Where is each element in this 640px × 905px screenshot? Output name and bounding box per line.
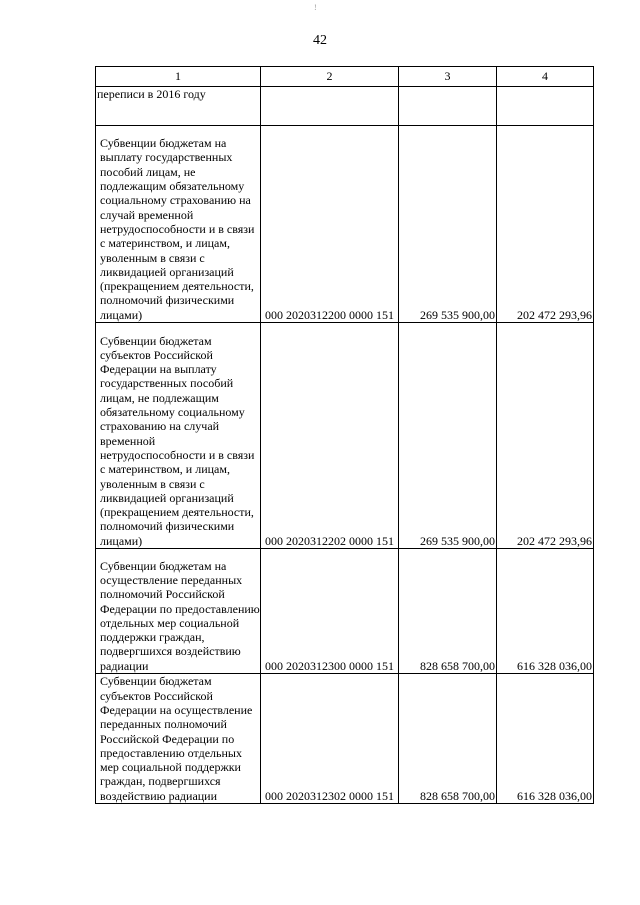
row-description: Субвенции бюджетам субъектов Российской Федерации на осуществление переданных полномочий Российской Федерации по предоставлению отдельных мер социальной поддержки граждан, подвергшихся воздействию радиации xyxy=(96,674,261,804)
row-actual-amount: 616 328 036,00 xyxy=(497,674,594,804)
table-row xyxy=(96,323,594,549)
row-actual-amount: 616 328 036,00 xyxy=(497,549,594,674)
row-code: 000 2020312202 0000 151 xyxy=(261,323,399,549)
row-plan-amount: 828 658 700,00 xyxy=(399,549,497,674)
scan-mark: ! xyxy=(314,3,317,12)
header-col-3: 3 xyxy=(399,67,497,87)
row-code: 000 2020312302 0000 151 xyxy=(261,674,399,804)
row-actual-amount: 202 472 293,96 xyxy=(497,126,594,323)
row-description: переписи в 2016 году xyxy=(96,87,261,126)
table-row xyxy=(96,126,594,323)
budget-table xyxy=(95,66,594,804)
row-description: Субвенции бюджетам на выплату государственных пособий лицам, не подлежащим обязательному социальному страхованию на случай временной нетрудоспособности и в связи с материнством, и лицам, уволенным в связи с ликвидацией организаций (прекращением деятельности, полномочий физическими лицами) xyxy=(96,126,261,323)
page-number: 42 xyxy=(313,33,327,48)
row-description: Субвенции бюджетам на осуществление переданных полномочий Российской Федерации по предоставлению отдельных мер социальной поддержки граждан, подвергшихся воздействию радиации xyxy=(96,549,261,674)
header-row xyxy=(96,67,594,87)
row-code: 000 2020312300 0000 151 xyxy=(261,549,399,674)
header-col-1: 1 xyxy=(96,67,261,87)
row-code xyxy=(261,87,399,126)
row-plan-amount: 269 535 900,00 xyxy=(399,126,497,323)
table-row xyxy=(96,549,594,674)
header-col-2: 2 xyxy=(261,67,399,87)
row-plan-amount: 269 535 900,00 xyxy=(399,323,497,549)
row-actual-amount: 202 472 293,96 xyxy=(497,323,594,549)
row-code: 000 2020312200 0000 151 xyxy=(261,126,399,323)
row-plan-amount: 828 658 700,00 xyxy=(399,674,497,804)
row-description: Субвенции бюджетам субъектов Российской Федерации на выплату государственных пособий лицам, не подлежащим обязательному социальному страхованию на случай временной нетрудоспособности и в связи с материнством, и лицам, уволенным в связи с ликвидацией организаций (прекращением деятельности, полномочий физическими лицами) xyxy=(96,323,261,549)
header-col-4: 4 xyxy=(497,67,594,87)
table-row xyxy=(96,87,594,126)
table-row xyxy=(96,674,594,804)
row-plan-amount xyxy=(399,87,497,126)
row-actual-amount xyxy=(497,87,594,126)
